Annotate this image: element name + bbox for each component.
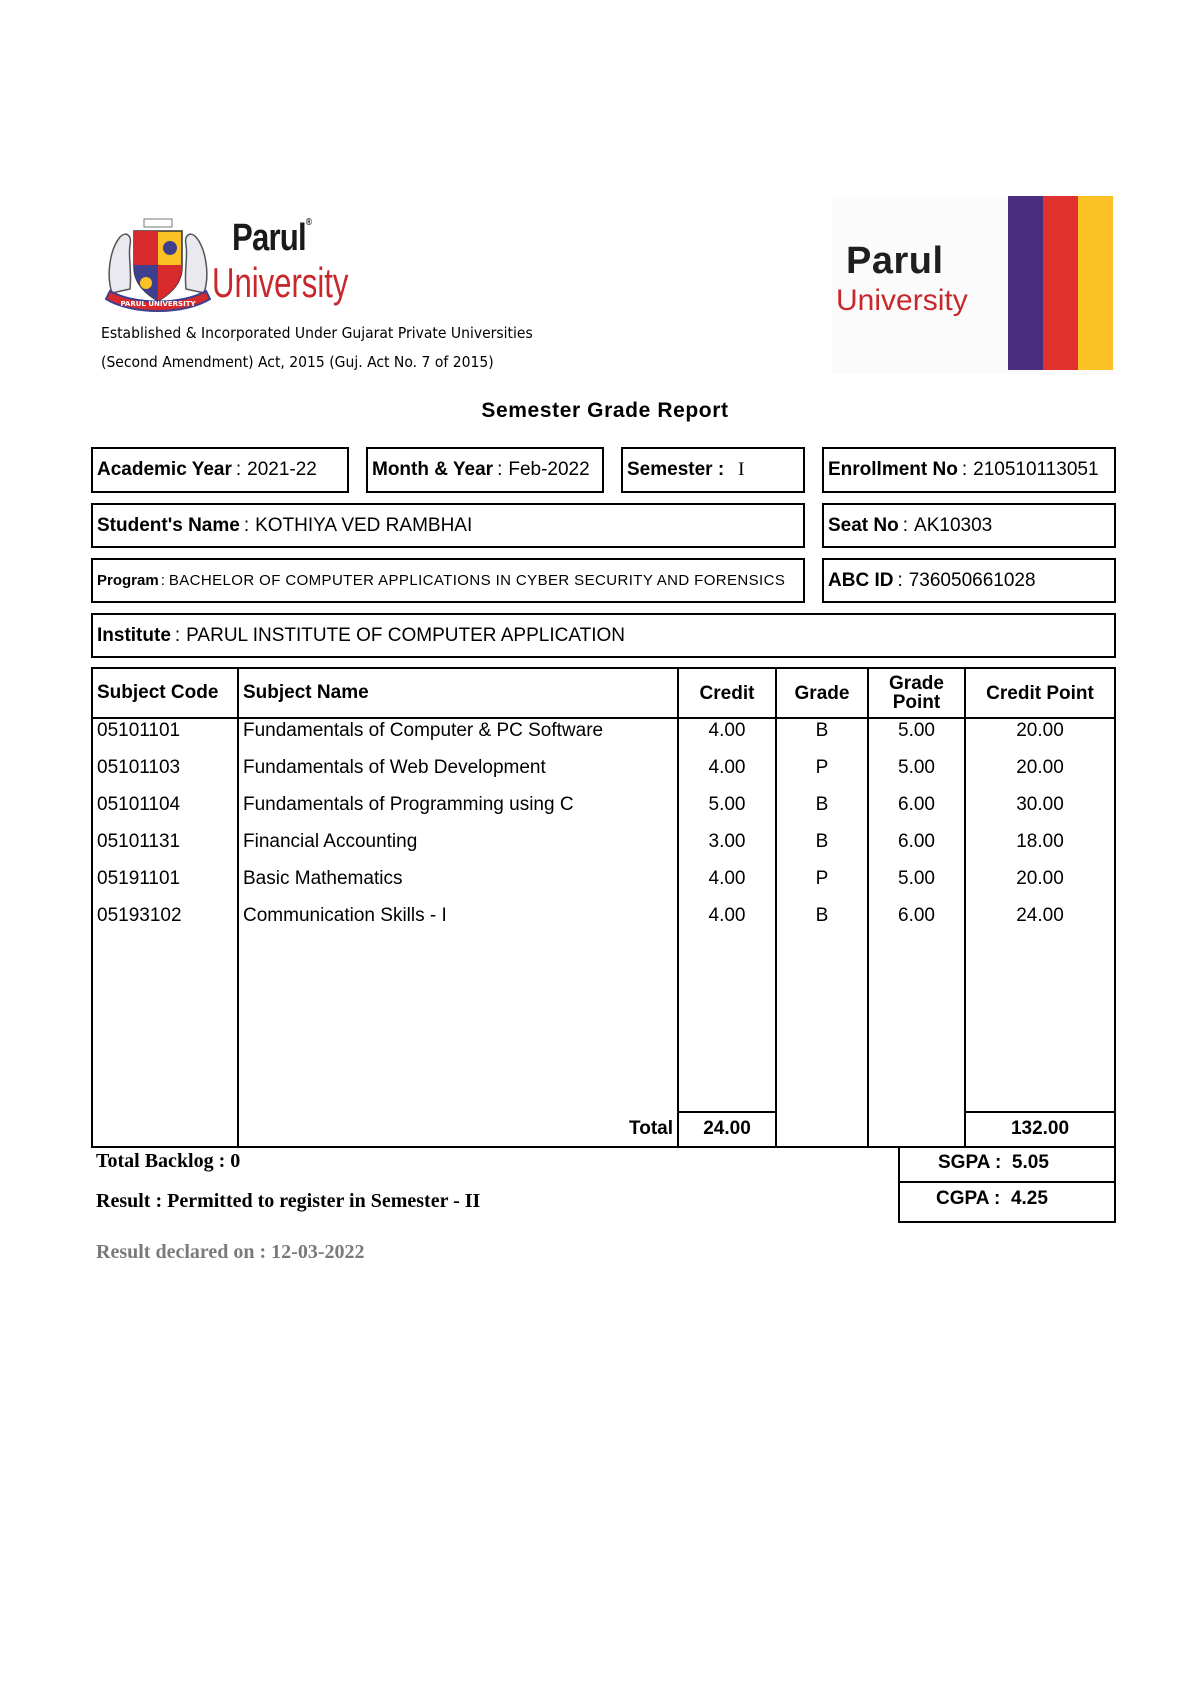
table-cell-credit-point: 24.00 xyxy=(1016,905,1064,926)
sgpa-row xyxy=(938,1152,1049,1174)
table-cell-credit: 4.00 xyxy=(708,905,746,926)
university-crest-icon xyxy=(102,215,214,315)
program-value: BACHELOR OF COMPUTER APPLICATIONS IN CYBER SECURITY AND FORENSICS xyxy=(168,572,786,589)
header-credit-point: Credit Point xyxy=(986,682,1094,704)
cgpa-row xyxy=(936,1188,1048,1210)
student-name-box: Student's Name : KOTHIYA VED RAMBHAI xyxy=(91,503,805,548)
table-cell-credit-point: 30.00 xyxy=(1016,794,1064,815)
brand-bar-purple xyxy=(1008,196,1043,370)
total-credit-point: 132.00 xyxy=(1010,1118,1070,1139)
table-cell-grade: P xyxy=(815,757,829,778)
table-cell-grade: B xyxy=(815,905,829,926)
semester-value: I xyxy=(738,459,745,480)
col-divider xyxy=(237,669,239,1146)
university-logo-right xyxy=(832,196,1114,374)
table-cell-credit: 4.00 xyxy=(708,720,746,741)
logo-left-word-parul: Parul® xyxy=(232,217,312,259)
header-subject-code: Subject Code xyxy=(97,682,219,703)
table-cell-credit-point: 18.00 xyxy=(1016,831,1064,852)
table-cell-credit: 5.00 xyxy=(708,794,746,815)
total-backlog: Total Backlog : 0 xyxy=(96,1150,241,1172)
month-year-value: Feb-2022 xyxy=(508,459,590,480)
table-cell-grade: B xyxy=(815,720,829,741)
table-cell-grade-point: 5.00 xyxy=(898,757,935,778)
grade-table xyxy=(91,667,1116,1148)
table-cell-credit: 4.00 xyxy=(708,757,746,778)
table-cell-grade-point: 6.00 xyxy=(898,905,935,926)
established-line-1: Established & Incorporated Under Gujarat Private Universities xyxy=(101,324,533,342)
academic-year-box: Academic Year : 2021-22 xyxy=(91,447,349,493)
logo-right-word-university: University xyxy=(836,284,968,317)
seat-no-value: AK10303 xyxy=(914,514,993,536)
brand-bar-yellow xyxy=(1078,196,1113,370)
table-cell-grade: B xyxy=(815,831,829,852)
table-cell-code: 05191101 xyxy=(97,868,181,889)
result-text: Result : Permitted to register in Semester - II xyxy=(96,1190,481,1212)
table-cell-name: Fundamentals of Web Development xyxy=(243,757,546,778)
gpa-box xyxy=(898,1146,1116,1223)
program-box: Program : BACHELOR OF COMPUTER APPLICATIONS IN CYBER SECURITY AND FORENSICS xyxy=(91,558,805,603)
table-cell-credit-point: 20.00 xyxy=(1016,757,1064,778)
academic-year-value: 2021-22 xyxy=(247,459,317,480)
table-cell-name: Fundamentals of Computer & PC Software xyxy=(243,720,604,741)
seat-no-box: Seat No : AK10303 xyxy=(822,503,1116,548)
sgpa-label: SGPA : xyxy=(938,1152,1002,1173)
abc-id-value: 736050661028 xyxy=(908,569,1036,591)
table-cell-code: 05193102 xyxy=(97,905,182,926)
enrollment-value: 210510113051 xyxy=(973,459,1099,480)
table-cell-name: Fundamentals of Programming using C xyxy=(243,794,574,815)
table-cell-name: Communication Skills - I xyxy=(243,905,447,926)
institute-box: Institute : PARUL INSTITUTE OF COMPUTER APPLICATION xyxy=(91,613,1116,658)
table-cell-credit-point: 20.00 xyxy=(1016,868,1064,889)
institute-value: PARUL INSTITUTE OF COMPUTER APPLICATION xyxy=(186,624,625,646)
table-cell-grade-point: 5.00 xyxy=(898,720,935,741)
cgpa-value: 4.25 xyxy=(1010,1188,1048,1209)
header-grade-point: Grade Point xyxy=(889,673,944,713)
table-cell-grade-point: 5.00 xyxy=(898,868,935,889)
result-declared-on: Result declared on : 12-03-2022 xyxy=(96,1241,365,1263)
semester-box: Semester : I xyxy=(621,447,805,493)
student-name-value: KOTHIYA VED RAMBHAI xyxy=(255,514,473,536)
report-title: Semester Grade Report xyxy=(481,399,729,422)
enrollment-box: Enrollment No : 210510113051 xyxy=(822,447,1116,493)
logo-left-word-university: University xyxy=(212,259,349,306)
table-cell-code: 05101101 xyxy=(97,720,181,741)
table-cell-code: 05101103 xyxy=(97,757,181,778)
sgpa-value: 5.05 xyxy=(1011,1152,1049,1173)
table-cell-credit: 4.00 xyxy=(708,868,746,889)
svg-text:PARUL UNIVERSITY: PARUL UNIVERSITY xyxy=(120,300,196,308)
table-cell-credit: 3.00 xyxy=(708,831,746,852)
table-cell-name: Basic Mathematics xyxy=(243,868,403,889)
table-cell-credit-point: 20.00 xyxy=(1016,720,1064,741)
table-cell-code: 05101104 xyxy=(97,794,181,815)
gpa-divider xyxy=(900,1181,1114,1183)
total-label: Total xyxy=(629,1118,673,1139)
table-cell-grade: P xyxy=(815,868,829,889)
table-cell-grade: B xyxy=(815,794,829,815)
abc-id-box: ABC ID : 736050661028 xyxy=(822,558,1116,603)
table-cell-grade-point: 6.00 xyxy=(898,794,935,815)
established-line-2: (Second Amendment) Act, 2015 (Guj. Act No. 7 of 2015) xyxy=(101,353,494,371)
table-cell-name: Financial Accounting xyxy=(243,831,418,852)
table-cell-code: 05101131 xyxy=(97,831,181,852)
brand-bar-red xyxy=(1043,196,1078,370)
month-year-box: Month & Year : Feb-2022 xyxy=(366,447,604,493)
header-subject-name: Subject Name xyxy=(243,682,369,703)
total-credit: 24.00 xyxy=(703,1118,751,1139)
table-cell-grade-point: 6.00 xyxy=(898,831,935,852)
header-credit: Credit xyxy=(699,682,755,704)
university-logo-left xyxy=(100,215,349,315)
cgpa-label: CGPA : xyxy=(936,1188,1001,1209)
logo-right-word-parul: Parul xyxy=(846,240,944,282)
header-grade: Grade xyxy=(794,682,850,704)
